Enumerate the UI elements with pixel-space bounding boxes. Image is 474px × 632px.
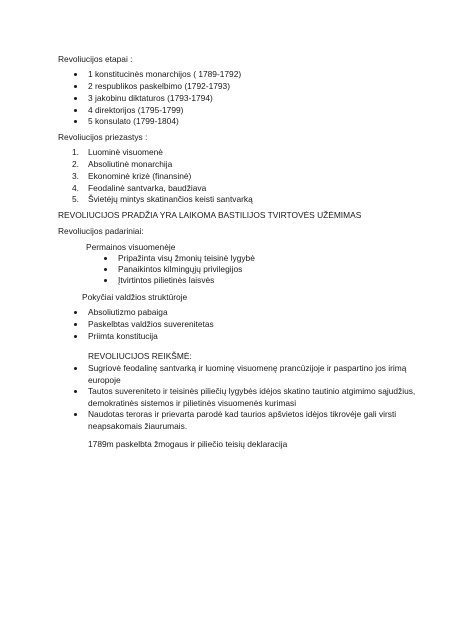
list-item-text: Ekonominė krizė (finansinė) <box>88 171 192 181</box>
list-item-line: neapsakomais žiaurumais. <box>88 420 188 431</box>
list-item: 3 jakobinu diktaturos (1793-1794) <box>88 93 474 105</box>
list-number: 3. <box>72 171 79 181</box>
etapai-heading: Revoliucijos etapai : <box>58 54 133 64</box>
list-item-text: Luominė visuomenė <box>88 147 163 157</box>
list-item-line: europoje <box>88 374 121 385</box>
list-item: Panaikintos kilmingųjų privilegijos <box>118 264 474 276</box>
list-item <box>88 386 474 409</box>
list-item-text: Feodalinė santvarka, baudžiava <box>88 183 207 193</box>
priezastys-heading: Revoliucijos priezastys : <box>58 132 148 142</box>
list-item <box>88 409 474 432</box>
list-item: Įtvirtintos pilietinės laisvės <box>118 275 474 287</box>
list-item-text: Absoliutinė monarchija <box>88 159 173 169</box>
list-number: 1. <box>72 147 79 157</box>
list-item: Pripažinta visų žmonių teisinė lygybė <box>118 253 474 265</box>
list-item: 4 direktorijos (1795-1799) <box>88 105 474 117</box>
list-item: Priimta konstitucija <box>88 331 474 343</box>
padariniai-heading: Revoliucijos padariniai: <box>58 226 144 236</box>
list-item-line: Tautos suvereniteto ir teisinės piliečių lygybės idėjos skatino tautinio atgimimo sąjudžius, <box>88 386 416 396</box>
list-item: Paskelbtas valdžios suverenitetas <box>88 319 474 331</box>
deklaracija-text: 1789m paskelbta žmogaus ir piliečio teisių deklaracija <box>88 439 288 449</box>
list-item: 5 konsulato (1799-1804) <box>88 116 474 128</box>
list-item: 2 respublikos paskelbimo (1792-1793) <box>88 81 474 93</box>
list-number: 4. <box>72 183 79 193</box>
valdzia-subheading: Pokyčiai valdžios struktūroje <box>82 292 188 302</box>
list-item-line: Sugriovė feodalinę santvarką ir luominę visuomenę prancūzijoje ir paspartino jos irimą <box>88 363 407 373</box>
list-number: 5. <box>72 194 79 204</box>
list-number: 2. <box>72 159 79 169</box>
list-item: Absoliutizmo pabaiga <box>88 307 474 319</box>
list-item-text: Švietėjų mintys skatinančios keisti santvarką <box>88 194 253 204</box>
reiksme-heading: REVOLIUCIJOS REIKŠMĖ: <box>88 351 192 361</box>
list-item-line: demokratinės sistemos ir pilietinės visuomenės kurimasi <box>88 397 297 408</box>
visuomene-subheading: Permainos visuomenėje <box>86 242 176 252</box>
list-item <box>88 363 474 386</box>
list-item: 1 konstitucinės monarchijos ( 1789-1792) <box>88 69 474 81</box>
list-item-line: Naudotas teroras ir prievarta parodė kad taurios apšvietos idėjos tikrovėje gali virsti <box>88 409 397 419</box>
pradzia-statement: REVOLIUCIJOS PRADŽIA YRA LAIKOMA BASTILIJOS TVIRTOVĖS UŽĖMIMAS <box>58 210 362 220</box>
